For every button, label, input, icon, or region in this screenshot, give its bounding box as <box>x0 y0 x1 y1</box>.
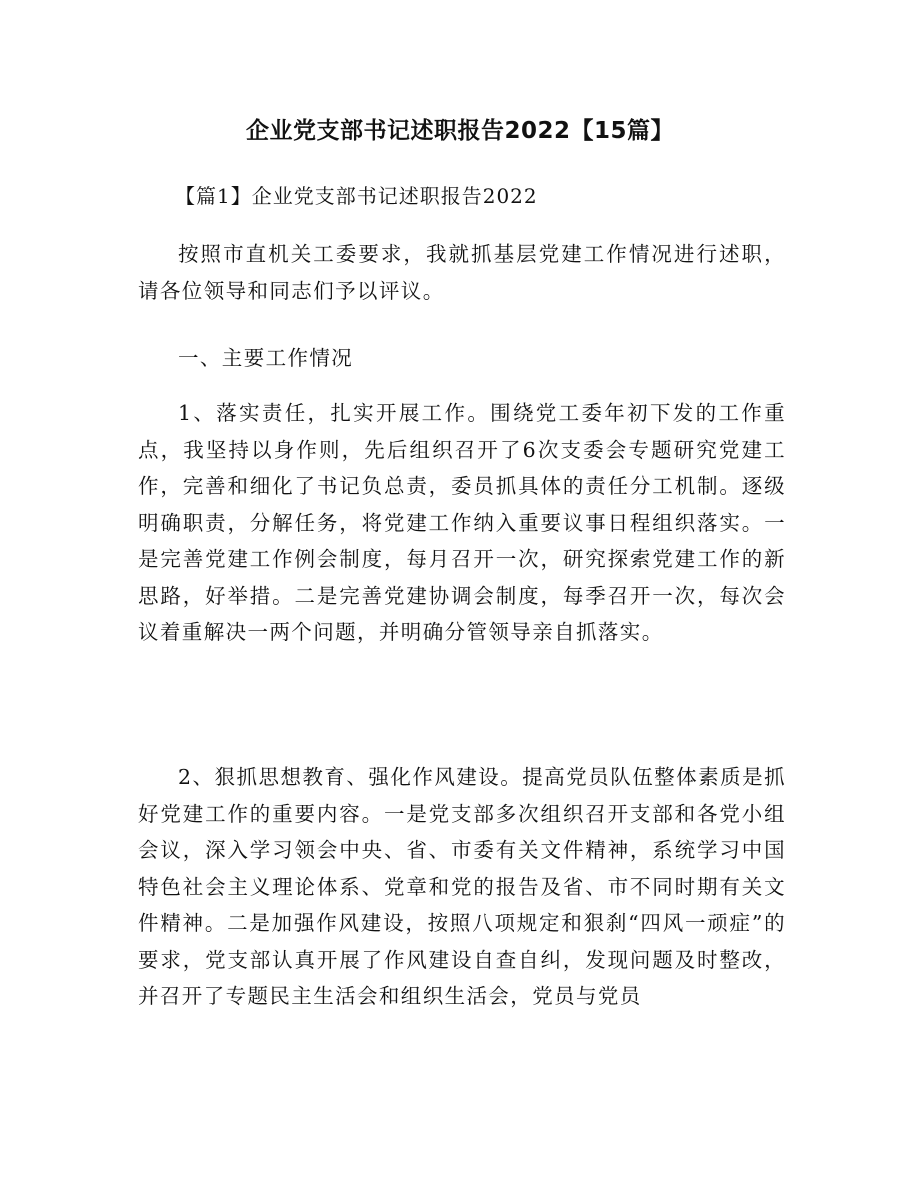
item2-paragraph: 2、狠抓思想教育、强化作风建设。提高党员队伍整体素质是抓好党建工作的重要内容。一是党支部多次组织召开支部和各党小组会议，深入学习领会中央、省、市委有关文件精神，系统学习中国特色社会主义理论体系、党章和党的报告及省、市不同时期有关文件精神。二是加强作风建设，按照八项规定和狠刹“四风一顽症”的要求，党支部认真开展了作风建设自查自纠，发现问题及时整改，并召开了专题民主生活会和组织生活会，党员与党员 <box>138 765 786 1008</box>
item1-paragraph: 1、落实责任，扎实开展工作。围绕党工委年初下发的工作重点，我坚持以身作则，先后组织召开了6次支委会专题研究党建工作，完善和细化了书记负总责，委员抓具体的责任分工机制。逐级明确职责，分解任务，将党建工作纳入重要议事日程组织落实。一是完善党建工作例会制度，每月召开一次，研究探索党建工作的新思路，好举措。二是完善党建协调会制度，每季召开一次，每次会议着重解决一两个问题，并明确分管领导亲自抓落实。 <box>138 401 786 644</box>
article-heading: 【篇1】企业党支部书记述职报告2022 <box>175 184 538 208</box>
intro-paragraph: 按照市直机关工委要求，我就抓基层党建工作情况进行述职，请各位领导和同志们予以评议。 <box>138 242 786 303</box>
section-heading: 一、主要工作情况 <box>178 346 354 370</box>
document-title: 企业党支部书记述职报告2022【15篇】 <box>245 118 675 144</box>
